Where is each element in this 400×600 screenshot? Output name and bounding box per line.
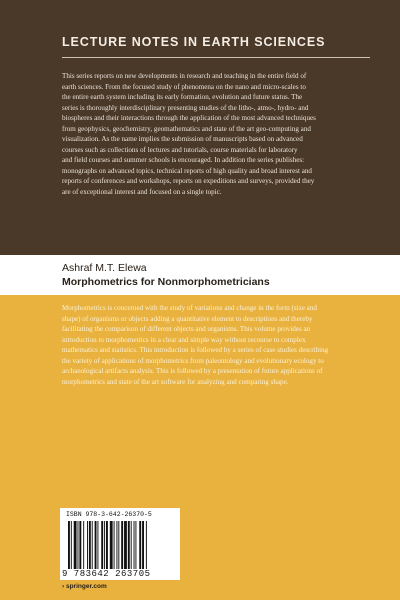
- abstract-line: morphometrics and state of the art software for analyzing and comparing shape.: [62, 377, 289, 386]
- abstract-line: introduction to morphometrics in a clear and simple way without recourse to complex: [62, 335, 306, 344]
- isbn-label: ISBN 978-3-642-26370-5: [66, 511, 152, 518]
- divider: [62, 57, 370, 58]
- series-description-line: from geophysics, geochemistry, geomathematics and state of the art geo-computing and: [62, 124, 311, 133]
- series-description: [62, 71, 374, 198]
- barcode-bars: [68, 521, 172, 569]
- barcode: [60, 508, 180, 580]
- barcode-digits: 9 783642 263705: [62, 569, 151, 579]
- series-title: LECTURE NOTES IN EARTH SCIENCES: [62, 35, 326, 49]
- abstract-line: Morphometrics is concerned with the study of variations and change in the form (size and: [62, 304, 317, 312]
- series-description-line: This series reports on new developments in research and teaching in the entire field of: [62, 72, 307, 80]
- series-description-line: visualization. As the name implies the submission of manuscripts based on advanced: [62, 135, 303, 144]
- publisher-link[interactable]: › springer.com: [62, 583, 107, 590]
- series-description-line: reports of conferences and workshops, reports on expeditions and surveys, provided they: [62, 177, 315, 186]
- series-description-line: the entire earth system including its early formation, evolution and future status. The: [62, 93, 303, 102]
- series-description-line: earth sciences. From the focused study of phenomena on the nano and micro-scales to: [62, 82, 306, 91]
- series-description-line: series is thoroughly interdisciplinary presenting studies of the litho-, atmo-, hydro- and: [62, 103, 309, 112]
- series-description-line: biospheres and their interactions through the application of the most advanced techniques: [62, 114, 316, 123]
- book-title: Morphometrics for Nonmorphometricians: [62, 276, 270, 288]
- abstract-line: shape) of organisms or objects adding a quantitative element to descriptions and thereby: [62, 314, 313, 323]
- series-description-line: are of exceptional interest and focused on a single topic.: [62, 188, 222, 197]
- abstract-line: mathematics and statistics. This introduction is followed by a series of case studies describing: [62, 346, 329, 355]
- book-abstract: [62, 303, 374, 387]
- book-author: Ashraf M.T. Elewa: [62, 262, 147, 274]
- abstract-line: facilitating the comparison of different objects and organisms. This volume provides an: [62, 325, 311, 334]
- series-description-line: and field courses and summer schools is encouraged. In addition the series publishes:: [62, 156, 305, 165]
- series-description-line: monographs on advanced topics, technical reports of high quality and broad interest and: [62, 166, 312, 175]
- series-description-line: courses such as collections of lectures and tutorials, course materials for laboratory: [62, 145, 298, 154]
- abstract-line: archaeological artifacts analysis. This is followed by a presentation of future applications of: [62, 367, 323, 376]
- abstract-line: the variety of applications of morphometrics from paleontology and evolutionary ecology to: [62, 356, 324, 365]
